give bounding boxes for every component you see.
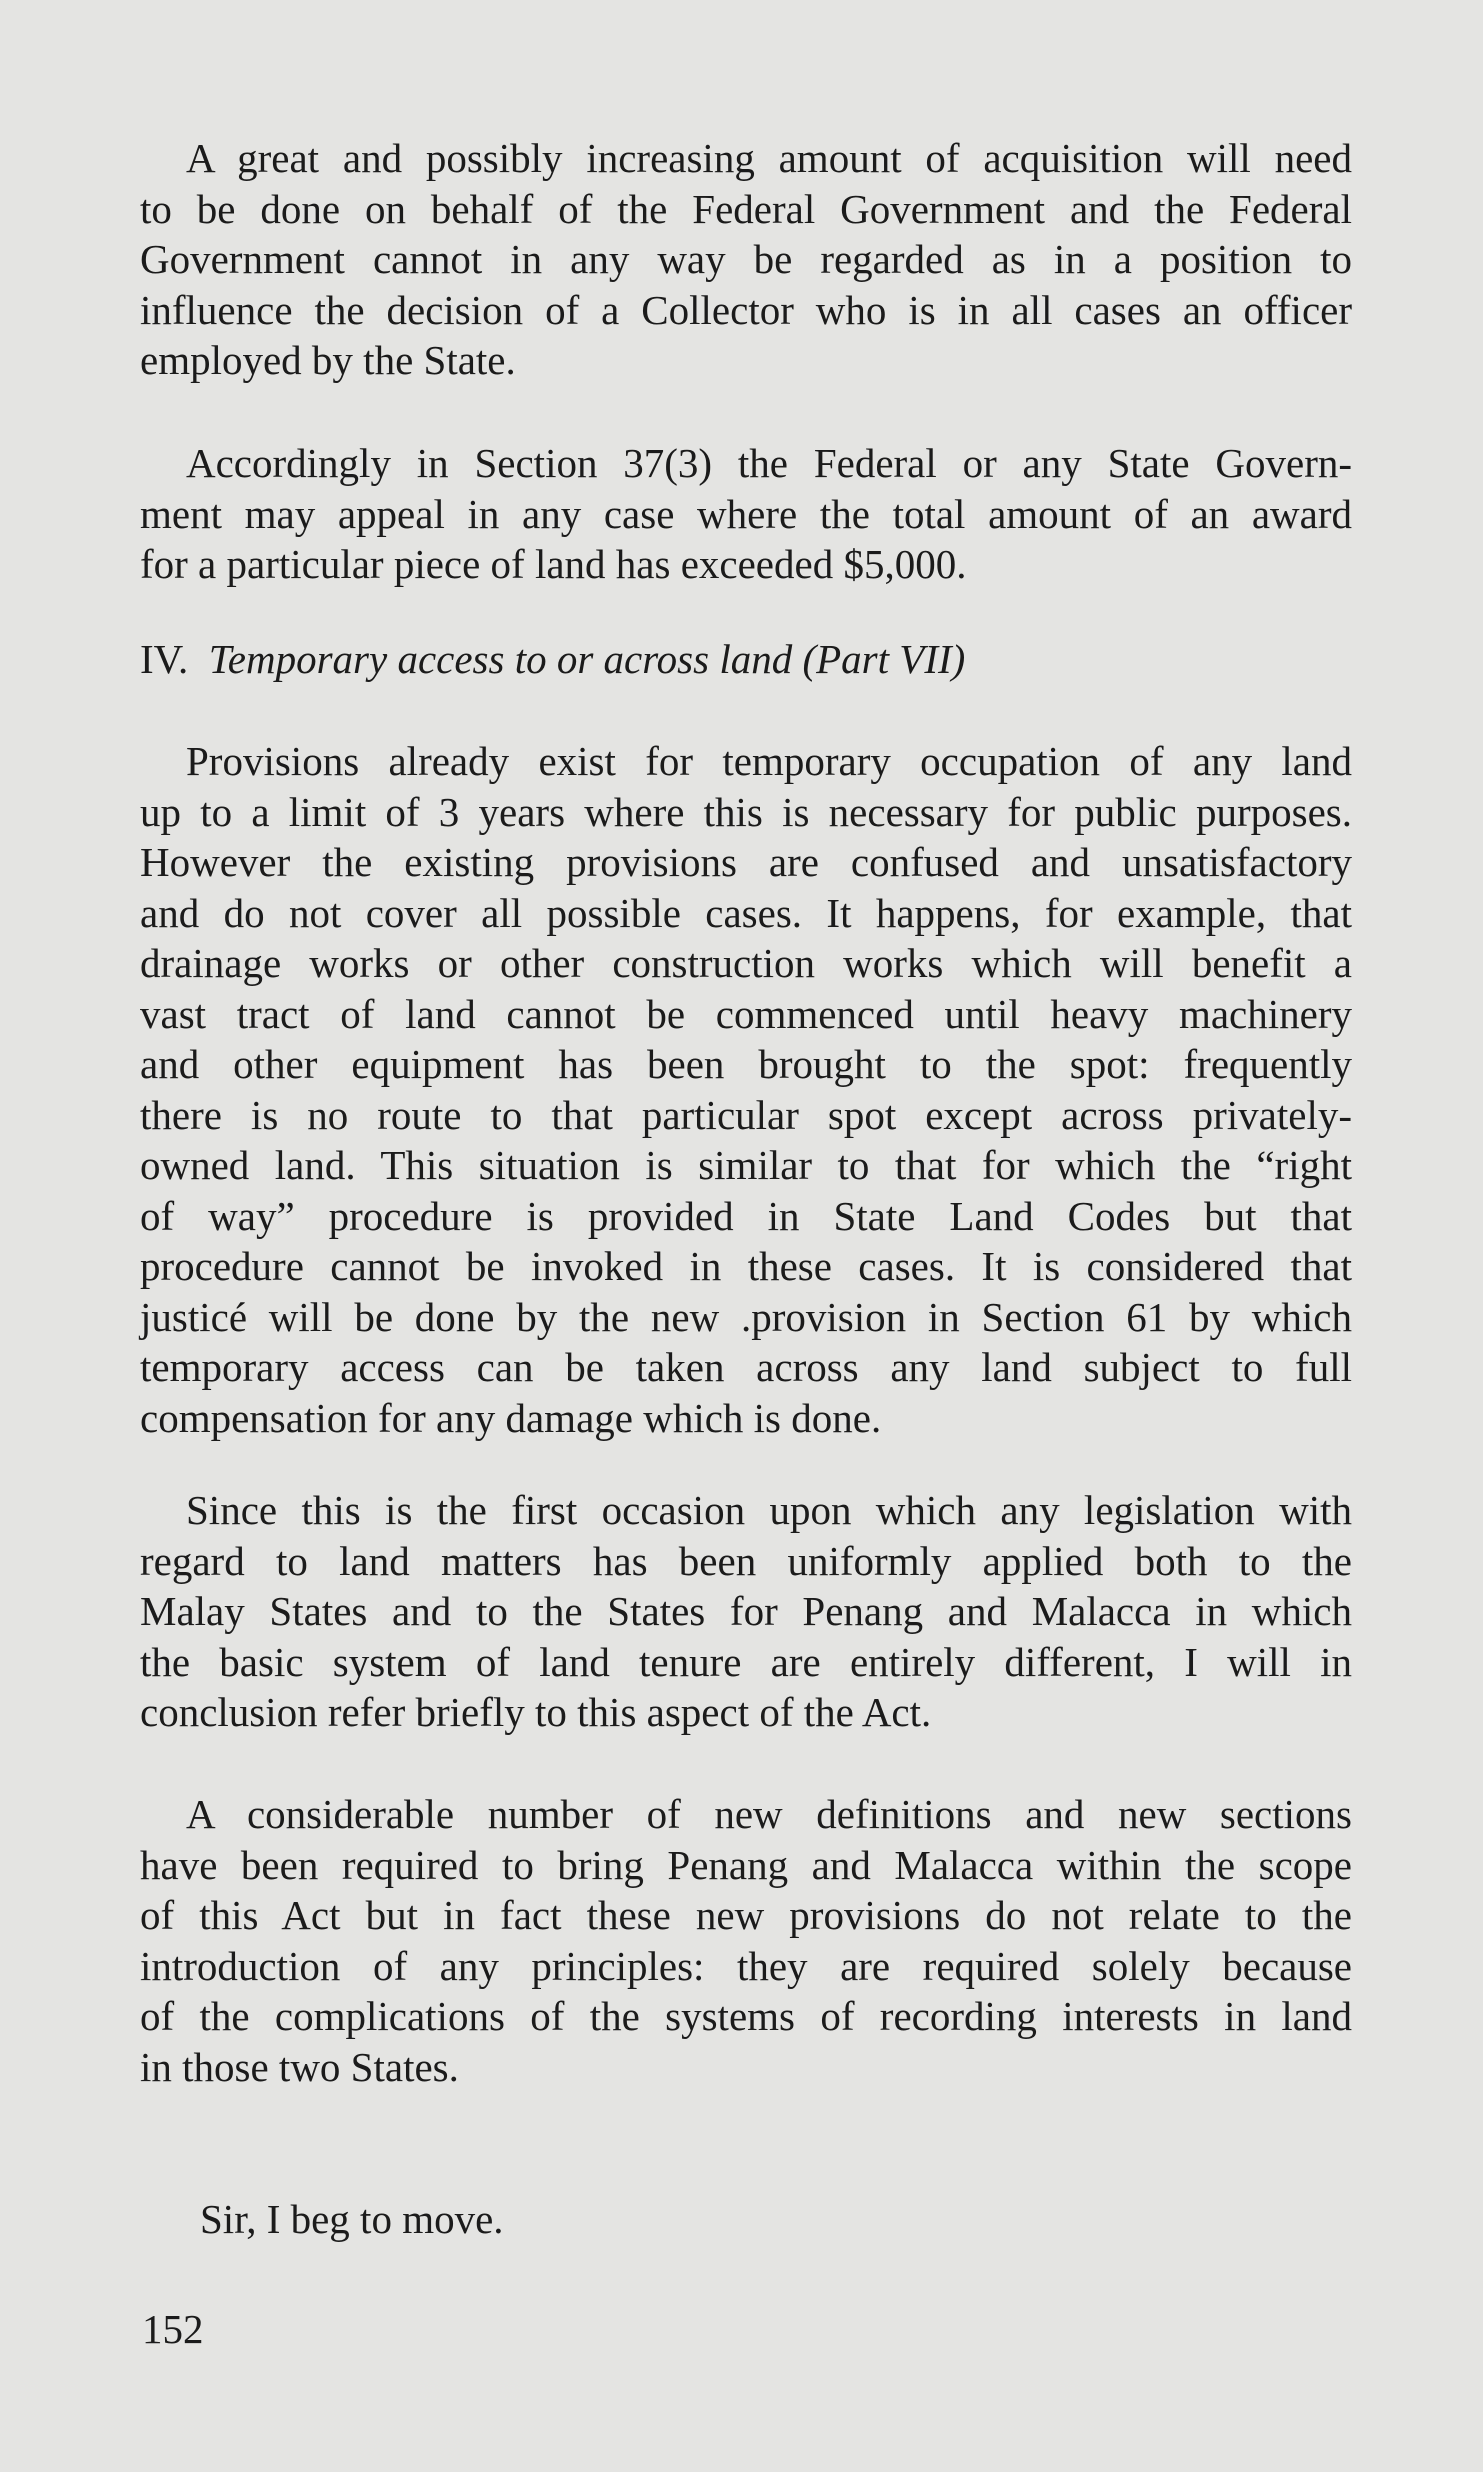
text-line: Accordingly in Section 37(3) the Federal or any State Govern- [186,440,1352,486]
text-line: Malay States and to the States for Penang and Malacca in which [140,1588,1352,1634]
paragraph-first-occasion [140,1485,1352,1738]
closing-line: Sir, I beg to move. [200,2196,504,2242]
text-line: owned land. This situation is similar to that for which the “right [140,1142,1352,1188]
text-line: have been required to bring Penang and Malacca within the scope [140,1841,1352,1888]
text-line: compensation for any damage which is done. [140,1394,882,1441]
heading-number: IV. [140,636,189,682]
text-line: Since this is the first occasion upon which any legislation with [186,1487,1352,1533]
text-line: vast tract of land cannot be commenced until heavy machinery [140,990,1352,1037]
text-line: of the complications of the systems of recording interests in land [140,1993,1352,2039]
text-line: introduction of any principles: they are required solely because [140,1942,1352,1989]
text-line: and other equipment has been brought to the spot: frequently [140,1041,1352,1087]
text-line: Government cannot in any way be regarded as in a position to [140,236,1352,282]
page-number: 152 [142,2306,204,2352]
paragraph-new-definitions [140,1789,1352,2092]
text-line: to be done on behalf of the Federal Government and the Federal [140,185,1352,232]
text-line: Provisions already exist for temporary occupation of any land [186,738,1352,784]
text-line: in those two States. [140,2043,459,2090]
text-line: drainage works or other construction works which will benefit a [140,940,1352,986]
text-line: influence the decision of a Collector who is in all cases an officer [140,286,1352,333]
text-line: However the existing provisions are confused and unsatisfactory [140,839,1352,885]
paragraph-temporary-access [140,736,1352,1443]
section-heading [140,634,965,684]
text-line: of this Act but in fact these new provisions do not relate to the [140,1892,1352,1938]
text-line: up to a limit of 3 years where this is necessary for public purposes. [140,788,1352,835]
text-line: and do not cover all possible cases. It happens, for example, that [140,889,1352,936]
text-line: conclusion refer briefly to this aspect of the Act. [140,1689,932,1735]
text-line: temporary access can be taken across any land subject to full [140,1344,1352,1390]
text-line: A considerable number of new definitions and new sections [186,1791,1352,1837]
text-line: A great and possibly increasing amount of acquisition will need [186,135,1352,181]
heading-title: Temporary access to or across land (Part VII) [208,636,966,682]
text-line: the basic system of land tenure are entirely different, I will in [140,1638,1352,1685]
text-line: employed by the State. [140,337,516,383]
text-line: ment may appeal in any case where the total amount of an award [140,490,1352,537]
paragraph-federal-acquisition [140,133,1352,386]
text-line: regard to land matters has been uniformly applied both to the [140,1537,1352,1584]
paragraph-section-37 [140,438,1352,590]
text-line: for a particular piece of land has exceeded $5,000. [140,541,967,587]
text-line: there is no route to that particular spot except across privately- [140,1091,1352,1138]
text-line: procedure cannot be invoked in these cases. It is considered that [140,1243,1352,1289]
text-line: justicé will be done by the new .provision in Section 61 by which [140,1293,1352,1340]
text-line: of way” procedure is provided in State Land Codes but that [140,1192,1352,1239]
